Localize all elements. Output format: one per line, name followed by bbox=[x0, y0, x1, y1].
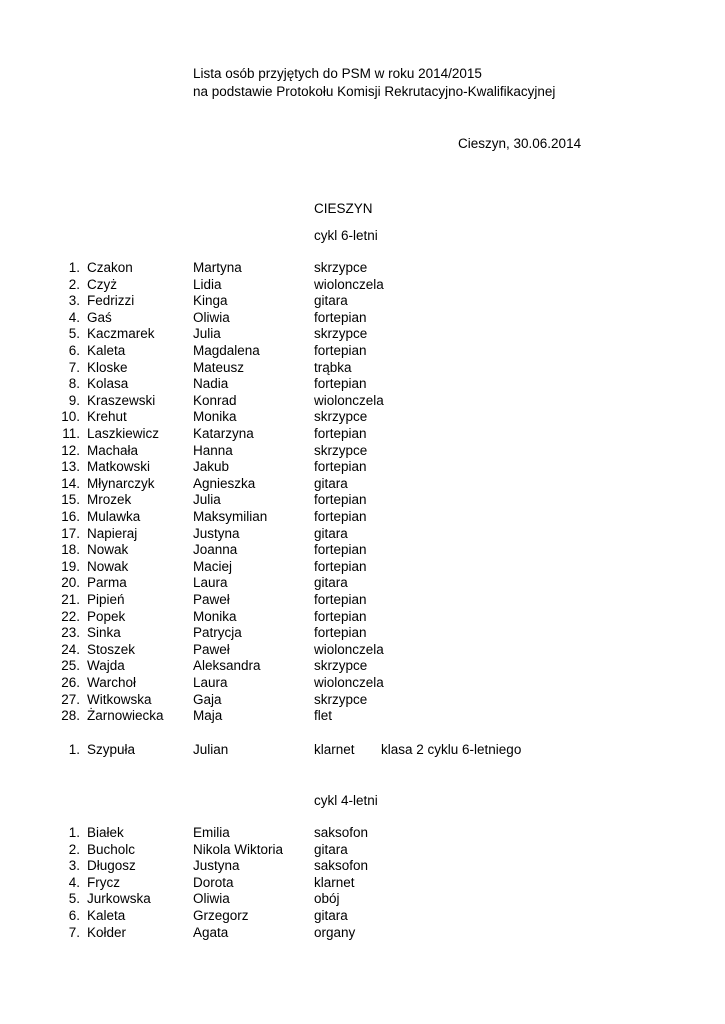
list-item bbox=[0, 925, 725, 941]
student-surname: Kaleta bbox=[87, 908, 126, 923]
list-item bbox=[0, 526, 725, 542]
student-surname: Machała bbox=[87, 442, 139, 458]
list-number: 4. bbox=[68, 874, 80, 890]
student-first-name: Nikola Wiktoria bbox=[193, 841, 284, 857]
student-first-name: Katarzyna bbox=[193, 426, 254, 441]
list-number: 5. bbox=[68, 891, 80, 907]
student-first-name: Maja bbox=[193, 708, 223, 724]
list-number: 9. bbox=[68, 392, 80, 408]
list-number: 22. bbox=[61, 608, 80, 624]
student-first-name: Laura bbox=[193, 575, 228, 591]
list-item bbox=[0, 592, 725, 608]
student-first-name: Maksymilian bbox=[193, 509, 268, 524]
list-number: 12. bbox=[61, 442, 80, 458]
list-number: 24. bbox=[61, 641, 80, 657]
student-surname: Kolasa bbox=[87, 376, 129, 392]
list-number: 14. bbox=[61, 475, 80, 491]
city-heading: CIESZYN bbox=[314, 201, 373, 216]
instrument: gitara bbox=[314, 525, 348, 541]
student-surname: Matkowski bbox=[87, 459, 151, 475]
instrument: fortepian bbox=[314, 309, 367, 325]
instrument: fortepian bbox=[314, 625, 367, 641]
student-first-name: Oliwia bbox=[193, 891, 230, 907]
list-item bbox=[0, 509, 725, 525]
list-number: 16. bbox=[61, 509, 80, 524]
list-number: 2. bbox=[68, 841, 80, 857]
student-surname: Pipień bbox=[87, 592, 125, 607]
student-surname: Nowak bbox=[87, 558, 129, 574]
list-number: 10. bbox=[61, 409, 80, 425]
student-first-name: Justyna bbox=[193, 858, 240, 874]
student-first-name: Julian bbox=[193, 742, 229, 757]
student-first-name: Oliwia bbox=[193, 309, 230, 325]
list-item bbox=[0, 658, 725, 674]
list-item bbox=[0, 260, 725, 276]
list-item bbox=[0, 443, 725, 459]
list-number: 17. bbox=[61, 525, 80, 541]
student-first-name: Lidia bbox=[193, 276, 222, 292]
student-surname: Kołder bbox=[87, 924, 127, 940]
instrument: wiolonczela bbox=[314, 675, 384, 690]
student-first-name: Justyna bbox=[193, 525, 240, 541]
student-first-name: Laura bbox=[193, 675, 228, 690]
student-first-name: Joanna bbox=[193, 542, 238, 558]
list-item bbox=[0, 476, 725, 492]
student-first-name: Grzegorz bbox=[193, 908, 249, 923]
list-item bbox=[0, 459, 725, 475]
list-number: 19. bbox=[61, 558, 80, 574]
instrument: fortepian bbox=[314, 592, 367, 607]
student-surname: Witkowska bbox=[87, 691, 152, 707]
instrument: gitara bbox=[314, 293, 348, 309]
student-surname: Kraszewski bbox=[87, 392, 156, 408]
list-number: 1. bbox=[68, 825, 80, 840]
instrument: skrzypce bbox=[314, 691, 368, 707]
list-number: 3. bbox=[68, 858, 80, 874]
list-number: 4. bbox=[68, 309, 80, 325]
student-surname: Frycz bbox=[87, 874, 120, 890]
student-first-name: Paweł bbox=[193, 641, 230, 657]
student-surname: Fedrizzi bbox=[87, 293, 135, 309]
instrument: gitara bbox=[314, 908, 348, 923]
list-item bbox=[0, 360, 725, 376]
list-item bbox=[0, 326, 725, 342]
instrument: fortepian bbox=[314, 608, 367, 624]
instrument: trąbka bbox=[314, 359, 352, 375]
list-number: 11. bbox=[62, 426, 80, 441]
list-item bbox=[0, 492, 725, 508]
list-item bbox=[0, 825, 725, 841]
list-item bbox=[0, 559, 725, 575]
instrument: skrzypce bbox=[314, 442, 368, 458]
student-first-name: Aleksandra bbox=[193, 658, 261, 674]
instrument: wiolonczela bbox=[314, 641, 384, 657]
student-first-name: Magdalena bbox=[193, 343, 260, 358]
student-surname: Żarnowiecka bbox=[87, 708, 164, 724]
instrument: wiolonczela bbox=[314, 392, 384, 408]
instrument: organy bbox=[314, 924, 356, 940]
list-item bbox=[0, 409, 725, 425]
list-item bbox=[0, 858, 725, 874]
student-first-name: Nadia bbox=[193, 376, 229, 392]
list-number: 2. bbox=[68, 276, 80, 292]
student-first-name: Hanna bbox=[193, 442, 233, 458]
instrument: fortepian bbox=[314, 558, 367, 574]
list-number: 20. bbox=[61, 575, 80, 591]
document-title-line-2: na podstawie Protokołu Komisji Rekrutacyjno-Kwalifikacyjnej bbox=[193, 84, 556, 99]
student-surname: Mulawka bbox=[87, 509, 141, 524]
list-item bbox=[0, 293, 725, 309]
list-item bbox=[0, 642, 725, 658]
student-surname: Kloske bbox=[87, 359, 128, 375]
student-first-name: Agata bbox=[193, 924, 229, 940]
list-number: 1. bbox=[68, 260, 80, 275]
student-surname: Mrozek bbox=[87, 492, 132, 508]
list-item bbox=[0, 609, 725, 625]
student-surname: Sinka bbox=[87, 625, 121, 641]
list-item bbox=[0, 692, 725, 708]
list-number: 25. bbox=[61, 658, 80, 674]
instrument: wiolonczela bbox=[314, 276, 384, 292]
list-number: 18. bbox=[61, 542, 80, 558]
list-number: 6. bbox=[68, 908, 80, 923]
student-first-name: Konrad bbox=[193, 392, 237, 408]
student-surname: Młynarczyk bbox=[87, 475, 155, 491]
student-first-name: Monika bbox=[193, 409, 237, 425]
student-surname: Długosz bbox=[87, 858, 136, 874]
student-surname: Wajda bbox=[87, 658, 125, 674]
list-number: 7. bbox=[68, 924, 80, 940]
list-item bbox=[0, 675, 725, 691]
list-number: 8. bbox=[68, 376, 80, 392]
instrument: fortepian bbox=[314, 492, 367, 508]
document-title-line-1: Lista osób przyjętych do PSM w roku 2014/2015 bbox=[193, 66, 482, 81]
instrument: klarnet bbox=[314, 874, 355, 890]
student-surname: Popek bbox=[87, 608, 126, 624]
student-surname: Napieraj bbox=[87, 525, 138, 541]
instrument: skrzypce bbox=[314, 326, 368, 342]
instrument: fortepian bbox=[314, 426, 367, 441]
instrument: obój bbox=[314, 891, 340, 907]
list-number: 28. bbox=[61, 708, 80, 724]
list-number: 21. bbox=[61, 592, 80, 607]
student-surname: Laszkiewicz bbox=[87, 426, 160, 441]
list-number: 3. bbox=[68, 293, 80, 309]
student-first-name: Monika bbox=[193, 608, 237, 624]
instrument: skrzypce bbox=[314, 260, 368, 275]
student-surname: Parma bbox=[87, 575, 127, 591]
student-surname: Jurkowska bbox=[87, 891, 151, 907]
student-surname: Gaś bbox=[87, 309, 112, 325]
place-and-date: Cieszyn, 30.06.2014 bbox=[458, 136, 582, 151]
list-number: 26. bbox=[61, 675, 80, 690]
student-first-name: Julia bbox=[193, 326, 221, 342]
student-first-name: Paweł bbox=[193, 592, 230, 607]
list-item bbox=[0, 542, 725, 558]
list-number: 13. bbox=[61, 459, 80, 475]
instrument: gitara bbox=[314, 841, 348, 857]
instrument: gitara bbox=[314, 475, 348, 491]
student-first-name: Agnieszka bbox=[193, 475, 256, 491]
instrument: fortepian bbox=[314, 343, 367, 358]
student-surname: Nowak bbox=[87, 542, 129, 558]
list-number: 6. bbox=[68, 343, 80, 358]
list-item bbox=[0, 310, 725, 326]
list-item bbox=[0, 625, 725, 641]
student-first-name: Dorota bbox=[193, 874, 234, 890]
instrument: fortepian bbox=[314, 459, 367, 475]
list-item bbox=[0, 875, 725, 891]
student-surname: Bucholc bbox=[87, 841, 136, 857]
student-first-name: Martyna bbox=[193, 260, 242, 275]
student-first-name: Patrycja bbox=[193, 625, 242, 641]
list-item bbox=[0, 842, 725, 858]
list-item bbox=[0, 575, 725, 591]
student-surname: Kaleta bbox=[87, 343, 126, 358]
list-item bbox=[0, 908, 725, 924]
student-first-name: Julia bbox=[193, 492, 221, 508]
instrument: gitara bbox=[314, 575, 348, 591]
student-first-name: Emilia bbox=[193, 825, 230, 840]
instrument: fortepian bbox=[314, 376, 367, 392]
student-surname: Szypuła bbox=[87, 742, 136, 757]
student-surname: Warchoł bbox=[87, 675, 137, 690]
student-first-name: Jakub bbox=[193, 459, 230, 475]
list-number: 1. bbox=[68, 742, 80, 757]
list-item bbox=[0, 426, 725, 442]
student-surname: Czyż bbox=[87, 276, 117, 292]
class-note: klasa 2 cyklu 6-letniego bbox=[381, 742, 522, 757]
list-number: 5. bbox=[68, 326, 80, 342]
instrument: fortepian bbox=[314, 542, 367, 558]
list-number: 23. bbox=[61, 625, 80, 641]
list-item bbox=[0, 742, 725, 758]
student-first-name: Mateusz bbox=[193, 359, 245, 375]
student-first-name: Gaja bbox=[193, 691, 222, 707]
student-surname: Krehut bbox=[87, 409, 127, 425]
list-item bbox=[0, 708, 725, 724]
list-item bbox=[0, 891, 725, 907]
instrument: flet bbox=[314, 708, 333, 724]
list-item bbox=[0, 343, 725, 359]
student-first-name: Kinga bbox=[193, 293, 228, 309]
list-number: 7. bbox=[68, 359, 80, 375]
list-item bbox=[0, 393, 725, 409]
instrument: klarnet bbox=[314, 742, 355, 757]
instrument: skrzypce bbox=[314, 409, 368, 425]
student-surname: Kaczmarek bbox=[87, 326, 155, 342]
instrument: skrzypce bbox=[314, 658, 368, 674]
instrument: fortepian bbox=[314, 509, 367, 524]
cycle-4-heading: cykl 4-letni bbox=[314, 793, 378, 808]
list-number: 27. bbox=[61, 691, 80, 707]
student-surname: Stoszek bbox=[87, 641, 136, 657]
student-surname: Czakon bbox=[87, 260, 133, 275]
list-item bbox=[0, 376, 725, 392]
list-item bbox=[0, 277, 725, 293]
student-first-name: Maciej bbox=[193, 558, 233, 574]
instrument: saksofon bbox=[314, 825, 369, 840]
list-number: 15. bbox=[61, 492, 80, 508]
student-surname: Białek bbox=[87, 825, 124, 840]
instrument: saksofon bbox=[314, 858, 369, 874]
cycle-6-heading: cykl 6-letni bbox=[314, 228, 378, 243]
